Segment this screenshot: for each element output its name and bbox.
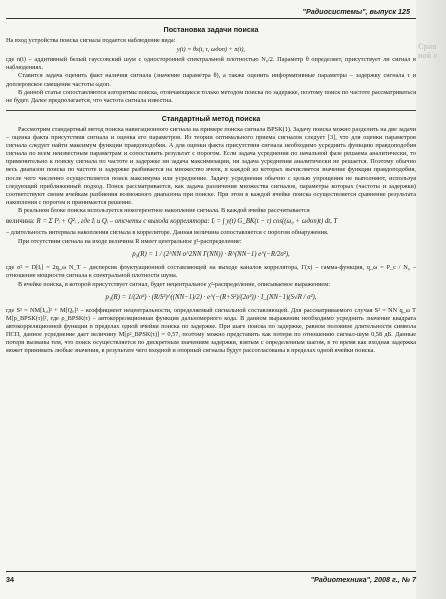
section-heading-standard-search: Стандартный метод поиска xyxy=(161,113,261,123)
paragraph: В данной статье сопоставляются алгоритмы поиска, отличающиеся только методом поиска по задержке, поэтому поиск по частоте рассматриваться не будет. Далее предполагается, что частота сигнала известна. xyxy=(6,88,416,104)
paragraph: где σ² = D[Iᵢ] = 2q_ω N_T – дисперсия флуктуационной составляющей на выходе каналов коррелятора, Γ(x) – гамма-функция, q_ω = P_c / N₀ – отношение мощности сигнала к спектральной плотности шума. xyxy=(6,264,416,280)
section-heading-problem: Постановка задачи поиска xyxy=(163,25,259,34)
paragraph: Рассмотрим стандартный метод поиска навигационного сигнала на примере поиска сигнала BPSK(1). Задачу поиска можно разделить на две задачи – оценка факта присутствия сигнала и оценка его параметров. Из теории оптимального приема сигналов следует [3], что для оценки параметров сигнала следует найти максимум функции правдоподобия. А для оценки факта присутствия сигнала необходимо усреднить функцию правдоподобия сигнала по всем неизвестным параметрам и сопоставить результат с порогом. Если задача усреднения по начальной фазе решаема аналитически, то применительно к поиску сигнала по частоте и задержке ни задача максимизации, ни задача усреднения аналитически не решается. Поэтому обычно весь диапазон поиска по частоте и задержке разбивается на множество ячеек, в каждой из которых вычисляется значение функции правдоподобия, после чего численно осуществляется поиск максимума или усреднение. Задачу усреднения обычно с целью упрощения не выполняют, используя следующий приближенный подход. Поиск рассматривается, как задача различения множества сигналов, параметры которых (частоты и задержки) соответствуют своим ячейкам разбиения возможного диапазона при поиске. При этом в каждой ячейке поиска осуществляется сравнение результата накопления с порогом и принимается решение. xyxy=(6,125,417,206)
bleed-through-text: Срав ной о xyxy=(418,42,438,60)
equation-1: y(t) = θs(t, τ, ωдоп) + n(t), xyxy=(176,46,246,54)
page-binding-shadow xyxy=(416,0,446,599)
running-header-title: "Радиосистемы", выпуск 125 xyxy=(302,7,410,16)
paragraph: где S² = NM[Iᵢ,ᵢ]² + M[Qᵢᵢ]² – коэффициент нецентральности, определяемый сигнальной составляющей. Для рассматриваемого случая S² = NN q_ω T M[ρ_BPSK(τ)]², где ρ_BPSK(τ) – автокорреляционная функция дальномерного кода. В данном выражении необходимо усреднить значение квадрата автокорреляционной функции в пределах одной ячейки поиска по задержке. При шаге поиска по задержке, равном половине длительности символа ПСП, данное усреднение дает величину M[ρ²_BPSK(τ)] = 0,57, поэтому можно представить как потери по отношению сигнал-шум 0,58 дБ. Данные потери вызваны тем, что поиск осуществляется по дискретным значениям задержки, взятым с определенным шагом, в то время как входная задержка может принимать любые значения, в результате чего входной и опорный сигналы будут рассогласованы в пределах одной ячейки поиска. xyxy=(6,306,416,355)
page-footer xyxy=(6,571,416,588)
equation-2-body: R = Σ I²ᵢ + Q²ᵢ , где Iᵢ и Qᵢ – отсчеты с выхода коррелятора: Iᵢ = ∫ y(t) G_BK(t − τ) cos((ω₀ + ωдоп)t) dt, T xyxy=(36,217,338,225)
paragraph: В ячейке поиска, в которой присутствует сигнал, будет нецентральное χ²-распределение, описываемое выражением: xyxy=(18,280,330,288)
paragraph: Ставится задача оценить факт наличия сигнала (значение параметра θ), а также оценить информативные параметры – задержку сигнала τ и доплеровское смещение частоты ωдоп. xyxy=(6,72,416,88)
equation-3: p₀(R) = 1 / (2^NN σ^2NN Γ(NN)) · R^(NN−1) e^(−R/2σ²), xyxy=(132,251,290,259)
section-divider xyxy=(6,110,416,111)
running-header xyxy=(6,5,416,19)
equation-lead-word: величина: xyxy=(6,217,35,225)
paragraph: – длительность интервала накопления сигнала в корреляторе. Данная величина сопоставляется с порогом обнаружения. xyxy=(6,229,329,237)
journal-issue: "Радиотехника", 2008 г., № 7 xyxy=(310,575,416,584)
paragraph: При отсутствии сигнала на входе величина R имеет центральное χ²-распределение: xyxy=(18,238,242,246)
paragraph: На вход устройства поиска сигнала подается наблюдение вида: xyxy=(6,37,176,45)
equation-4: p₁(R) = 1/(2σ²) · (R/S²)^((NN−1)/2) · e^(−(R+S²)/(2σ²)) · I_(NN−1)(S√R / σ²), xyxy=(105,293,317,301)
text-column xyxy=(6,24,416,355)
page-number: 34 xyxy=(6,575,14,584)
paragraph: где n(t) – аддитивный белый гауссовский шум с односторонней спектральной плотностью N₀/2. Параметр θ определяет, присутствует ли сигнал в наблюдениях. xyxy=(6,56,416,72)
equation-2 xyxy=(6,218,416,226)
paragraph: В реальном блоке поиска используется некогерентное накопление сигнала. В каждой ячейке рассчитывается xyxy=(18,206,310,214)
